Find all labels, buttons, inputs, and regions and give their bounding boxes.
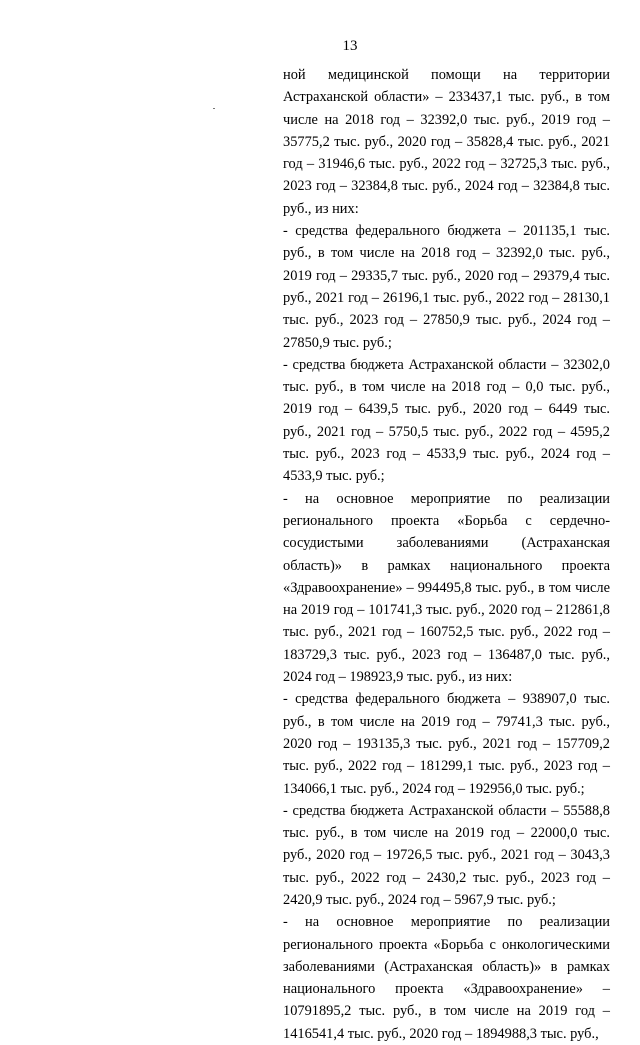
- paragraph-regional-budget-2: - средства бюджета Астраханской области – 55588,8 тыс. руб., в том числе на 2019 год – 22000,0 тыс. руб., 2020 год – 19726,5 тыс. руб., 2021 год – 3043,3 тыс. руб., 2022 год – 2430,2 тыс. руб., 2023 год – 2420,9 тыс. руб., 2024 год – 5967,9 тыс. руб.;: [283, 802, 610, 908]
- paragraph-regional-budget-1: - средства бюджета Астраханской области – 32302,0 тыс. руб., в том числе на 2018 год – 0,0 тыс. руб., 2019 год – 6439,5 тыс. руб., 2020 год – 6449 тыс. руб., 2021 год – 5750,5 тыс. руб., 2022 год – 4595,2 тыс. руб., 2023 год – 4533,9 тыс. руб., 2024 год – 4533,9 тыс. руб.;: [283, 356, 610, 485]
- paragraph-federal-budget-2: - средства федерального бюджета – 938907,0 тыс. руб., в том числе на 2019 год – 79741,3 тыс. руб., 2020 год – 193135,3 тыс. руб., 2021 год – 157709,2 тыс. руб., 2022 год – 181299,1 тыс. руб., 2023 год – 134066,1 тыс. руб., 2024 год – 192956,0 тыс. руб.;: [283, 691, 610, 797]
- paragraph-cardiovascular-project: - на основное мероприятие по реализации регионального проекта «Борьба с сердечно-сосудистыми заболеваниями (Астраханская область)» в рамках национального проекта «Здравоохранение» – 994495,8 тыс. руб., в том числе на 2019 год – 101741,3 тыс. руб., 2020 год – 212861,8 тыс. руб., 2021 год – 160752,5 тыс. руб., 2022 год – 183729,3 тыс. руб., 2023 год – 136487,0 тыс. руб., 2024 год – 198923,9 тыс. руб., из них:: [283, 490, 610, 686]
- paragraph-federal-budget-1: - средства федерального бюджета – 201135,1 тыс. руб., в том числе на 2018 год – 32392,0 тыс. руб., 2019 год – 29335,7 тыс. руб., 2020 год – 29379,4 тыс. руб., 2021 год – 26196,1 тыс. руб., 2022 год – 28130,1 тыс. руб., 2023 год – 27850,9 тыс. руб., 2024 год – 27850,9 тыс. руб.;: [283, 223, 610, 351]
- page-number: 13: [342, 38, 358, 54]
- paragraph-oncology-project: - на основное мероприятие по реализации регионального проекта «Борьба с онкологическими заболеваниями (Астраханская область)» в рамках национального проекта «Здравоохранение» – 10791895,2 тыс. руб., в том числе на 2019 год – 1416541,4 тыс. руб., 2020 год – 1894988,3 тыс. руб.,: [283, 914, 610, 1042]
- scan-artifact-dot: [213, 108, 215, 109]
- paragraph-regional-project-total: ной медицинской помощи на территории Астраханской области» – 233437,1 тыс. руб., в том числе на 2018 год – 32392,0 тыс. руб., 2019 год – 35775,2 тыс. руб., 2020 год – 35828,4 тыс. руб., 2021 год – 31946,6 тыс. руб., 2022 год – 32725,3 тыс. руб., 2023 год – 32384,8 тыс. руб., 2024 год – 32384,8 тыс. руб., из них:: [283, 67, 610, 217]
- text-column: [283, 64, 610, 1045]
